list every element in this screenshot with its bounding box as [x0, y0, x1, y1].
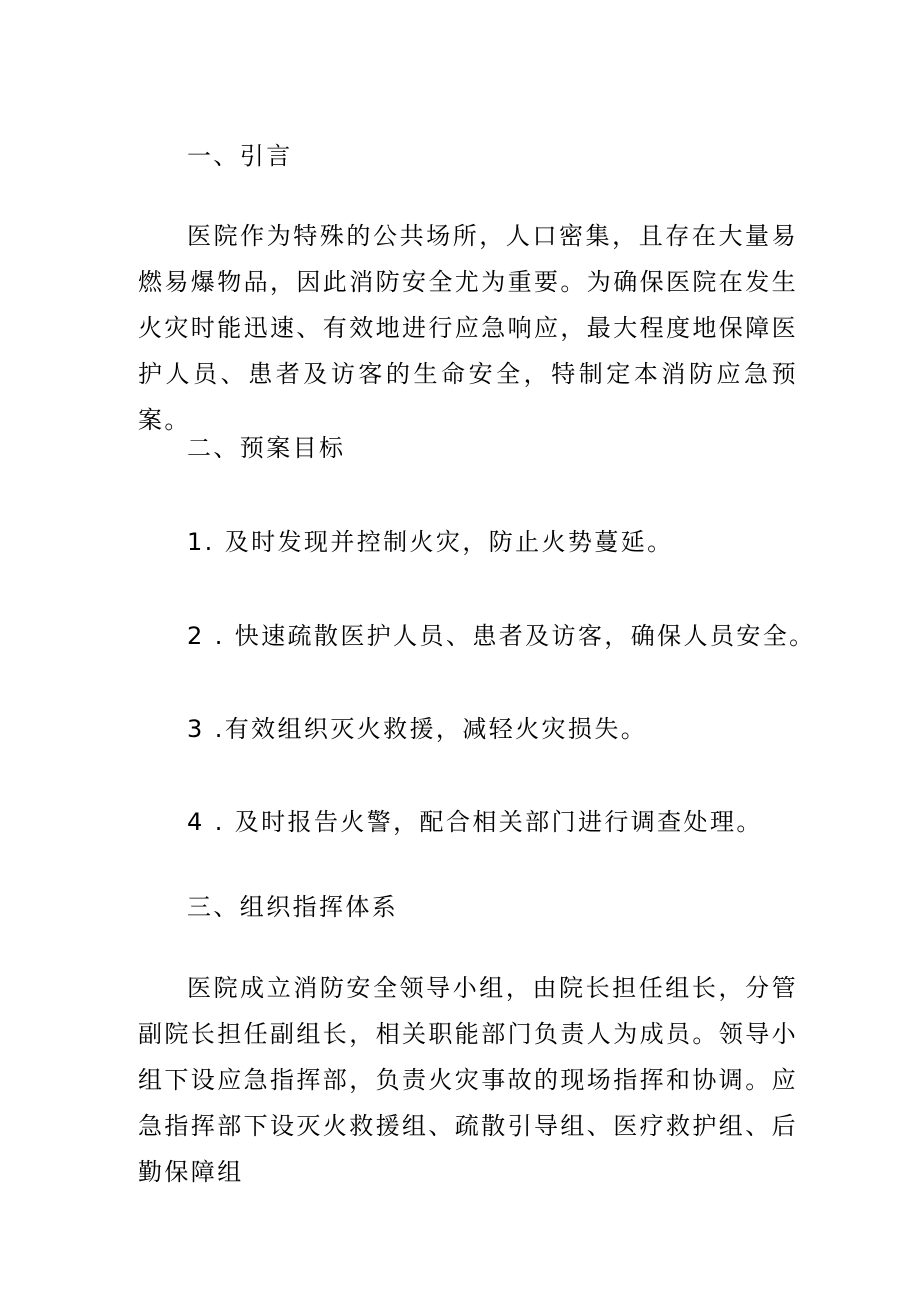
goal-item-1: 1. 及时发现并控制火灾，防止火势蔓延。: [187, 528, 674, 556]
section-heading-introduction: 一、引言: [187, 142, 293, 170]
paragraph-introduction: 医院作为特殊的公共场所，人口密集，且存在大量易燃易爆物品，因此消防安全尤为重要。为确保医院在发生火灾时能迅速、有效地进行应急响应，最大程度地保障医护人员、患者及访客的生命安全，特制定本消防应急预案。: [138, 222, 798, 434]
goal-item-3: 3 .有效组织灭火救援，减轻火灾损失。: [187, 715, 648, 743]
section-heading-plan-goals: 二、预案目标: [187, 434, 346, 462]
section-heading-command-system: 三、组织指挥体系: [187, 893, 399, 921]
goal-item-2: 2 . 快速疏散医护人员、患者及访客，确保人员安全。: [187, 622, 816, 650]
paragraph-organization: 医院成立消防安全领导小组，由院长担任组长，分管副院长担任副组长，相关职能部门负责人为成员。领导小组下设应急指挥部，负责火灾事故的现场指挥和协调。应急指挥部下设灭火救援组、疏散引导组、医疗救护组、后勤保障组: [138, 974, 798, 1186]
goal-item-4: 4 . 及时报告火警，配合相关部门进行调查处理。: [187, 808, 763, 836]
